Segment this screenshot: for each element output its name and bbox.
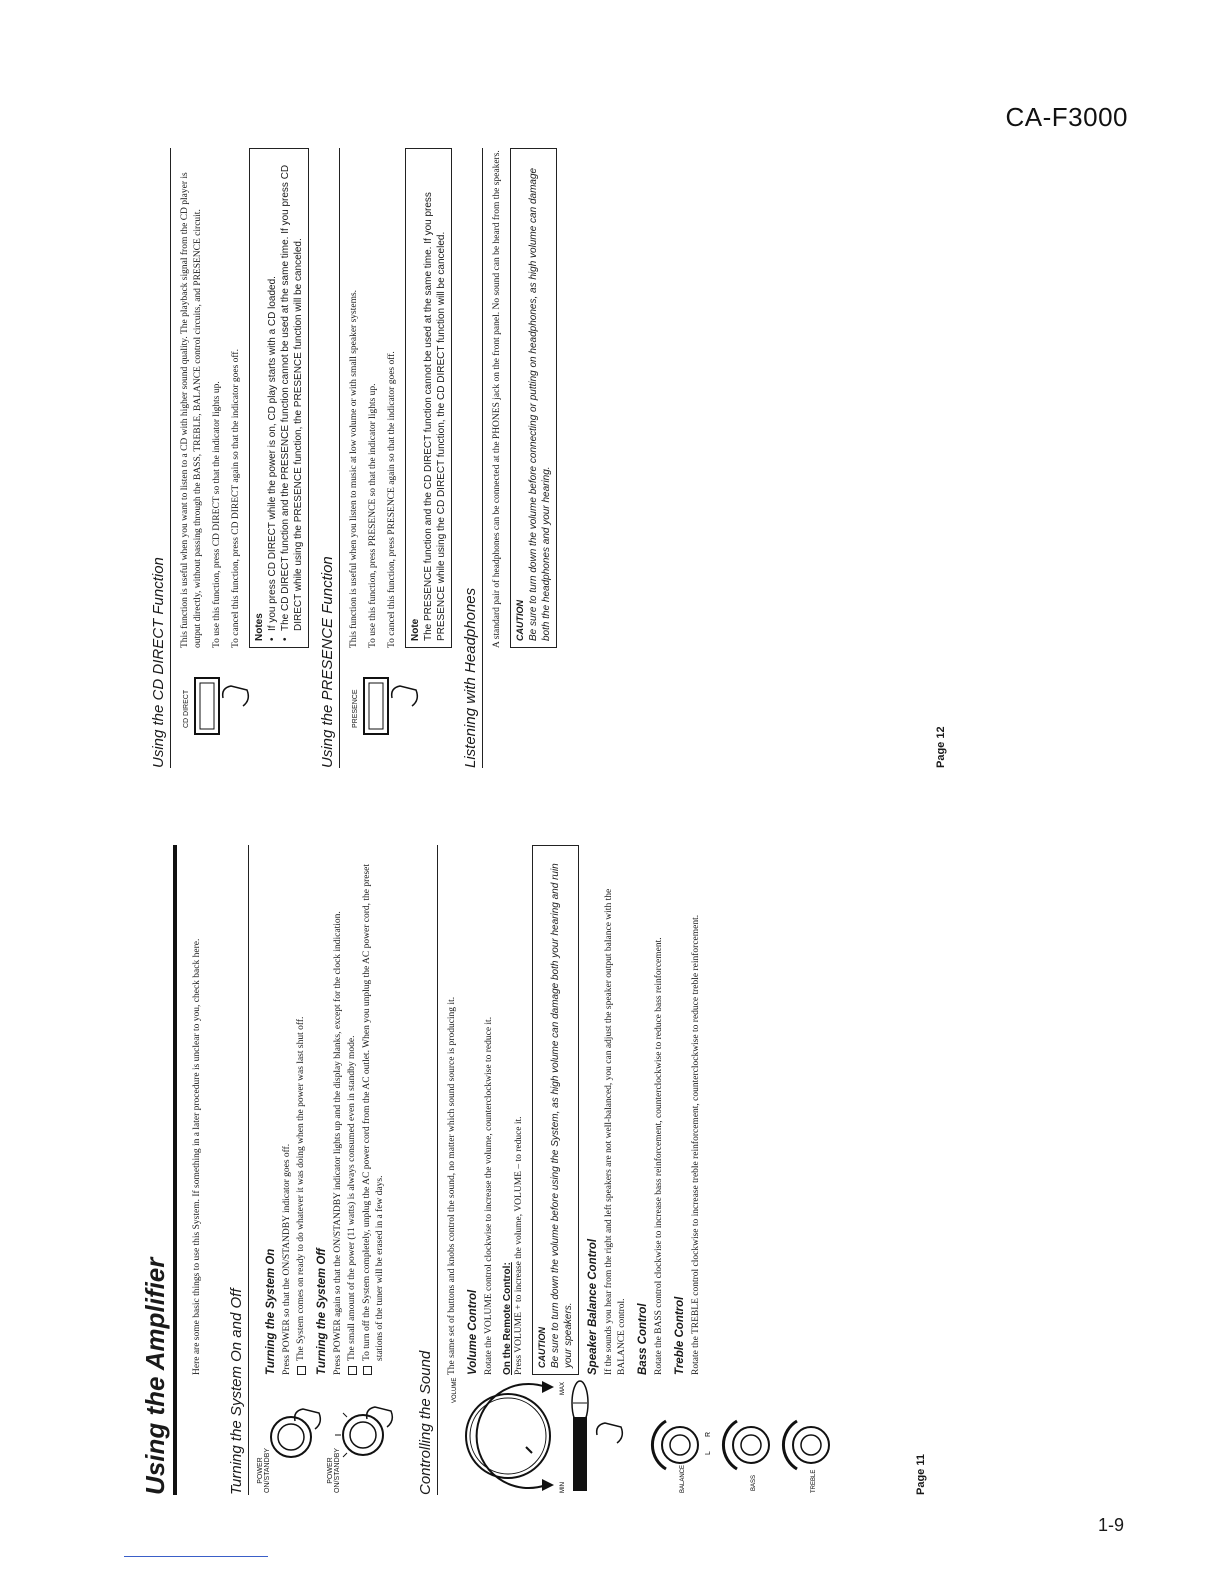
main-title: Using the Amplifier [140,845,177,1495]
cd-direct-text-3: To cancel this function, press CD DIRECT again so that the indicator goes off. [231,349,241,648]
treble-knob-icon [781,1377,841,1495]
left-page [140,845,930,1495]
cd-direct-icon-label: CD DIRECT [183,689,190,728]
caution-title: CAUTION [515,600,525,641]
notes-title: Notes [254,613,265,641]
left-page-label: Page 11 [915,1454,927,1495]
bass-knob-icon [721,1377,781,1495]
volume-caution-box [532,845,579,1375]
treble-control-text: Rotate the TREBLE control clockwise to increase treble reinforcement, counterclockwise to reduce treble reinforcement. [691,914,701,1375]
caution-title: CAUTION [537,1327,547,1368]
presence-text-1: This function is useful when you listen to music at low volume or with small speaker systems. [349,289,359,648]
balance-knob-icon [646,1377,716,1495]
cd-direct-text-1: This function is useful when you want to listen to a CD with higher sound quality. The playback signal from the CD player is output directly, without passing through the BASS, TREBLE, BALANCE control circuits, and PRESENCE circuit. [180,172,203,648]
volume-control-text: Rotate the VOLUME control clockwise to increase the volume, counterclockwise to reduce it. [484,1016,494,1375]
presence-icon-label: PRESENCE [352,689,359,728]
bass-label: BASS [751,1474,757,1491]
remote-control-title: On the Remote Control: [502,1262,513,1375]
balance-control-title: Speaker Balance Control [587,1238,599,1375]
intro-text: Here are some basic things to use this System. If something in a later procedure is unclear to you, check back here. [192,938,202,1375]
power-label-2: POWER ON/STANDBY [327,1448,341,1493]
cd-direct-notes-box [249,148,309,648]
note-title: Note [410,618,421,641]
min-label: MIN [560,1482,566,1493]
power-button-icon [265,1395,325,1465]
note-text: The PRESENCE function and the CD DIRECT function cannot be used at the same time. If you press PRESENCE while using the CD DIRECT function, the CD DIRECT function will be canceled. [423,192,447,641]
headphones-caution-box [510,148,557,648]
turning-off-text: Press POWER again so that the ON/STANDBY indicator lights up and the display blanks, except for the clock indication. [333,911,343,1375]
section-title-power: Turning the System On and Off [228,845,249,1495]
turning-on-text: Press POWER so that the ON/STANDBY indicator goes off. [282,1143,292,1375]
power-standby-icon [333,1385,403,1465]
bass-control-title: Bass Control [637,1303,649,1375]
presence-note-box [405,148,452,648]
turning-off-bullet-1: The small amount of the power (11 watts) is always consumed even in standby mode. [346,845,359,1375]
max-label: MAX [560,1381,566,1395]
caution-text: Be sure to turn down the volume before connecting or putting on headphones, as high volume can damage both the headphones and your hearing. [528,167,552,641]
sound-intro: The same set of buttons and knobs control the sound, no matter which sound source is producing it. [447,996,457,1375]
balance-label: BALANCE [680,1464,686,1493]
presence-title: Using the PRESENCE Function [319,148,340,768]
headphones-text: A standard pair of headphones can be connected at the PHONES jack on the front panel. No sound can be heard from the speakers. [492,150,502,648]
caution-text: Be sure to turn down the volume before using the System, as high volume can damage both your hearing and ruin your speakers. [550,863,574,1368]
turning-on-bullet: The System comes on ready to do whatever it was doing when the power was last shut off. [295,845,308,1375]
note-item: • If you press CD DIRECT while the power is on, CD play starts with a CD loaded. [266,155,279,641]
l-label: L [705,1451,712,1455]
remote-control-text: Press VOLUME + to increase the volume, VOLUME – to reduce it. [514,1116,524,1375]
volume-label: VOLUME [452,1377,458,1403]
remote-volume-icon [571,1377,631,1495]
presence-text-3: To cancel this function, press PRESENCE again so that the indicator goes off. [387,351,397,648]
cd-direct-title: Using the CD DIRECT Function [150,148,171,768]
volume-control-title: Volume Control [467,1289,479,1375]
headphones-title: Listening with Headphones [462,148,483,768]
bass-control-text: Rotate the BASS control clockwise to increase bass reinforcement, counterclockwise to reduce bass reinforcement. [654,937,664,1375]
balance-control-text: If the sounds you hear from the right and left speakers are not well-balanced, you can adjust the speaker output balance with the BALANCE control. [604,888,627,1375]
presence-button-icon [362,638,432,738]
turning-off-title: Turning the System Off [316,1248,328,1375]
r-label: R [705,1431,712,1437]
cd-direct-text-2: To use this function, press CD DIRECT so that the indicator lights up. [212,381,222,648]
note-item: • The CD DIRECT function and the PRESENCE function cannot be used at the same time. If you press CD DIRECT while using the PRESENCE function, the PRESENCE function will be canceled. [279,155,305,641]
presence-text-2: To use this function, press PRESENCE so that the indicator lights up. [368,383,378,648]
right-page [150,148,950,768]
treble-control-title: Treble Control [674,1296,686,1375]
section-title-sound: Controlling the Sound [417,845,438,1495]
page-number: 1-9 [1098,1515,1125,1535]
divider-line [124,1556,268,1557]
cd-direct-button-icon [193,638,263,738]
right-page-label: Page 12 [935,726,947,768]
model-number: CA-F3000 [1005,102,1128,132]
power-label: POWER ON/STANDBY [257,1448,271,1493]
treble-label: TREBLE [811,1469,817,1493]
volume-knob-icon [446,1377,566,1495]
turning-off-bullet-2: To turn off the System completely, unplug the AC power cord from the AC outlet. When you unplug the AC power cord, the preset stations of the tuner will be erased in a few days. [361,845,387,1375]
turning-on-title: Turning the System On [265,1248,277,1375]
